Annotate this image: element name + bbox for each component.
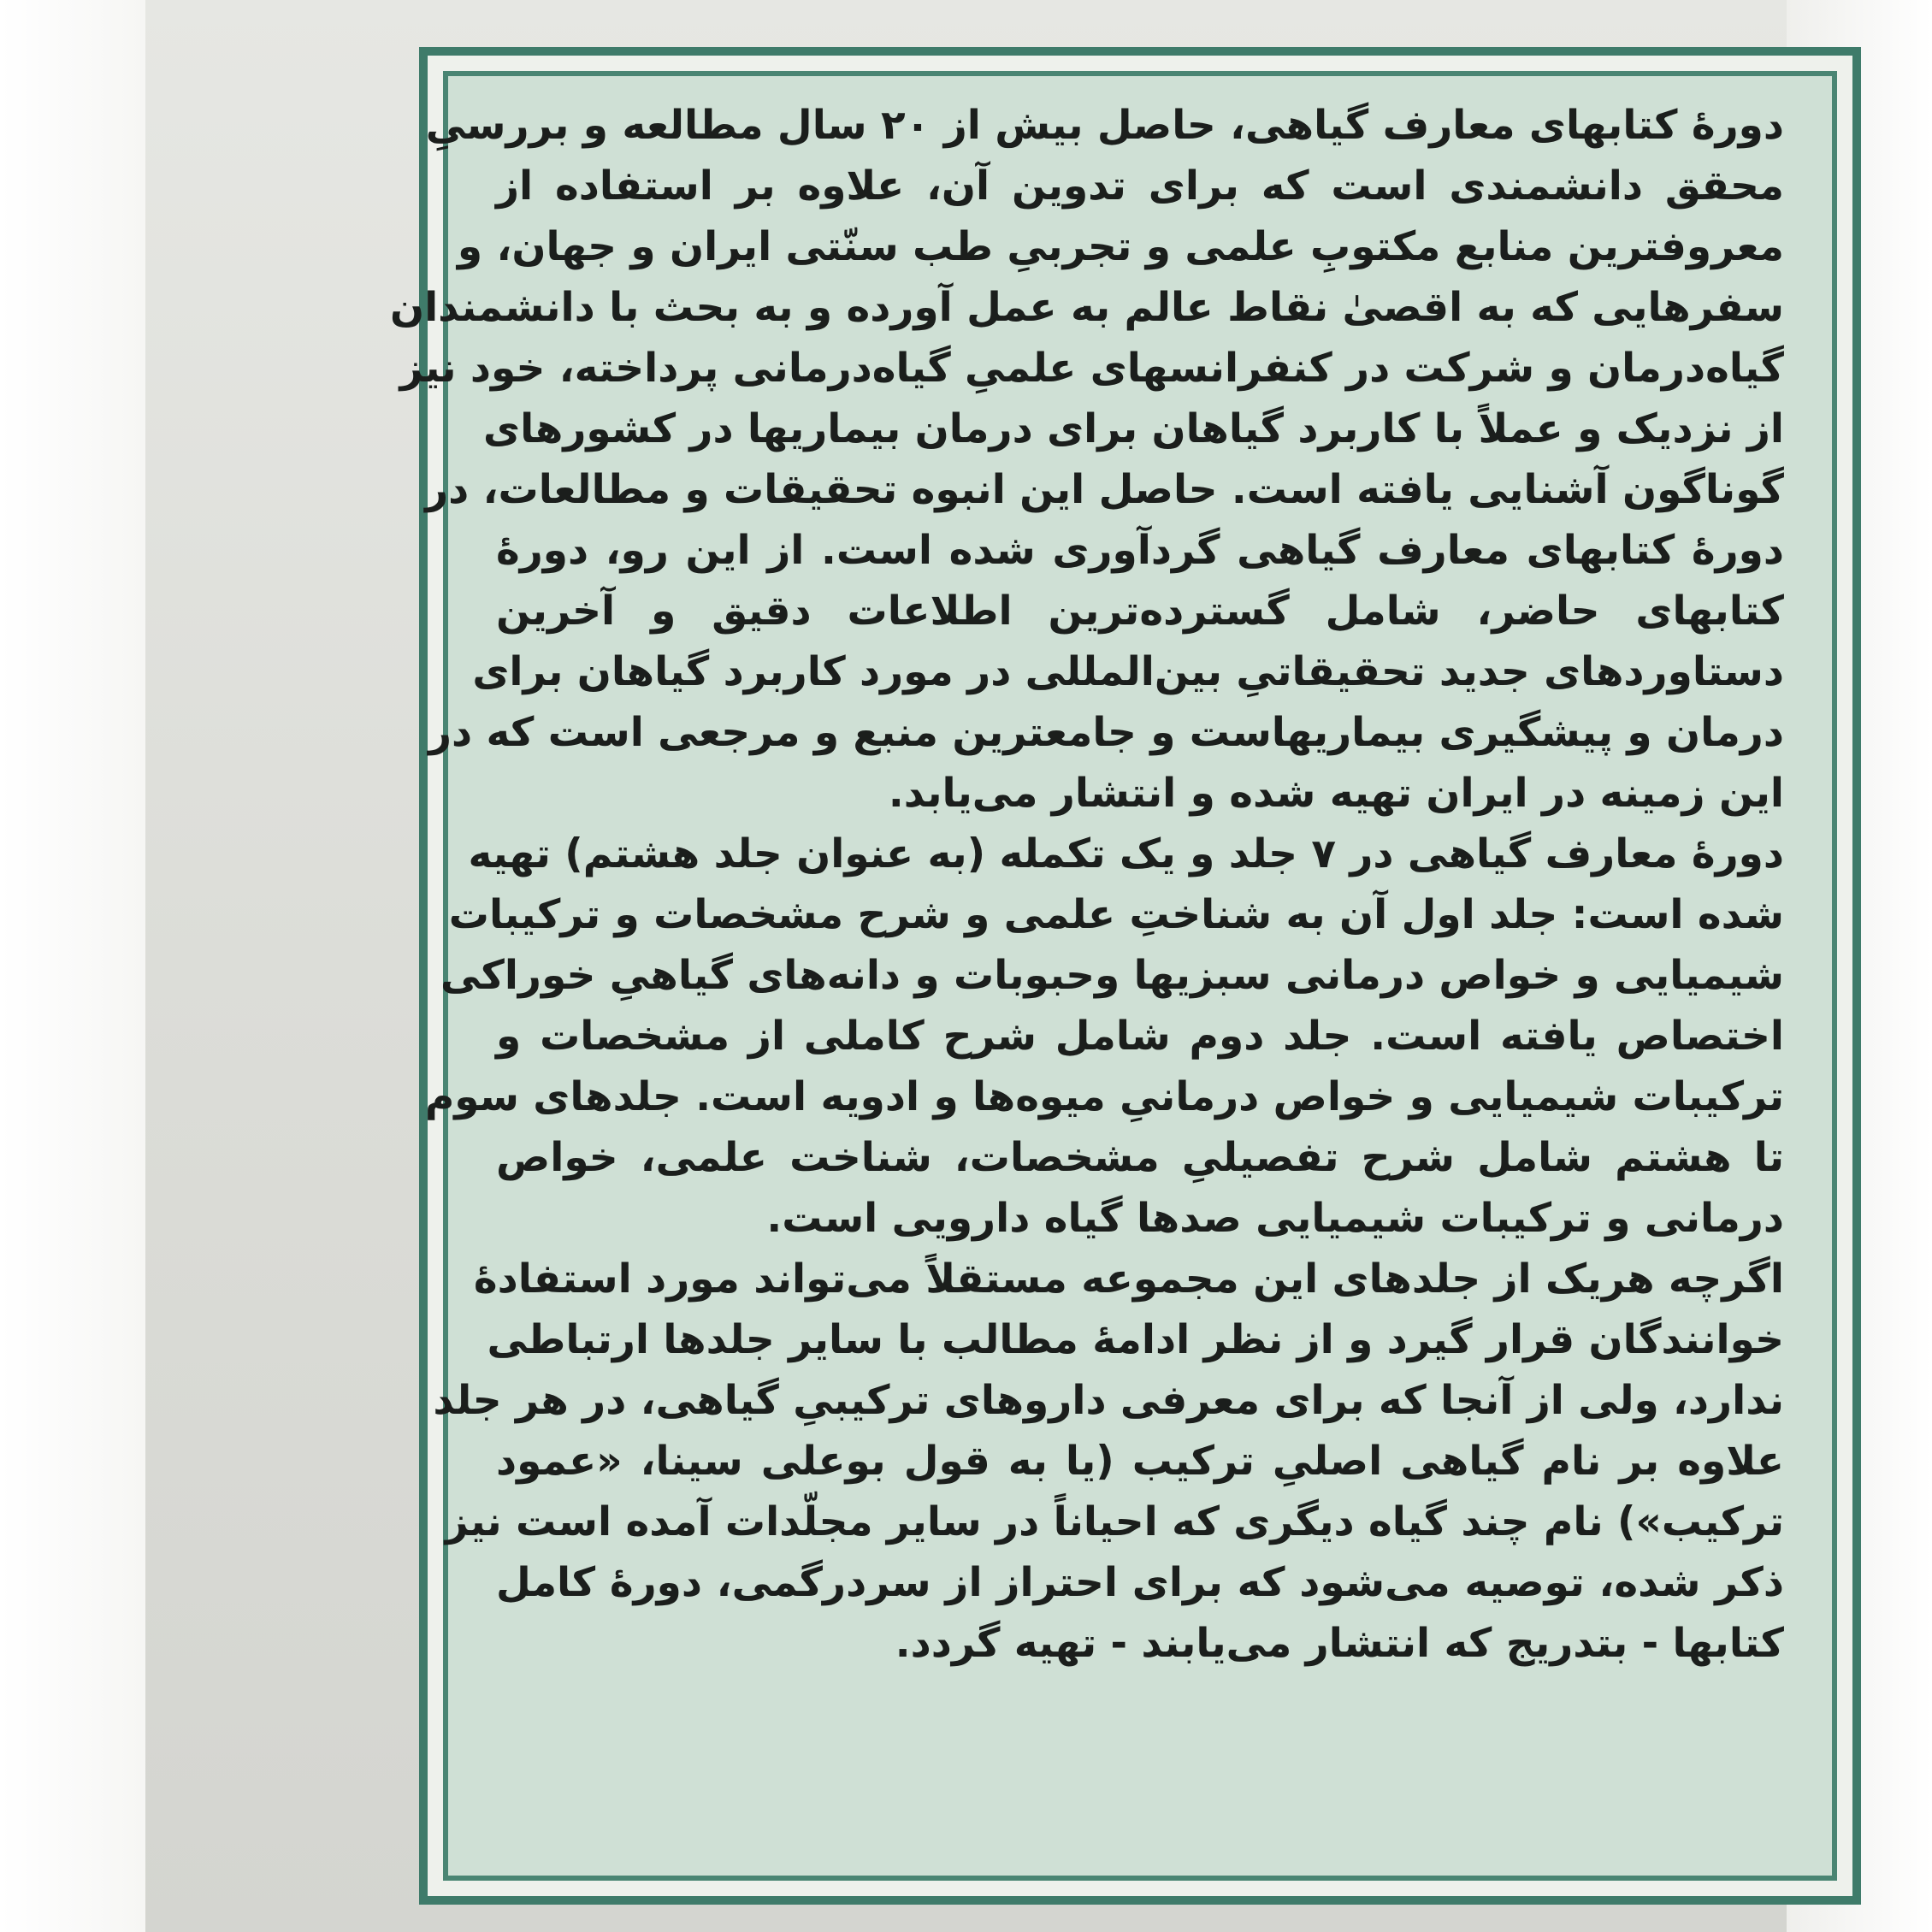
text-line: ترکیبات شیمیایی و خواص درمانیِ میوه‌ها و ادویه است. جلدهای سوم [424,1073,1784,1120]
text-line: تا هشتم شامل شرح تفصیلیِ مشخصات، شناخت علمی، خواص [496,1134,1784,1181]
text-line: علاوه بر نام گیاهی اصلیِ ترکیب (یا به قول بوعلی سینا، «عمود [496,1438,1784,1485]
text-line: گوناگون آشنایی یافته است. حاصل این انبوه تحقیقات و مطالعات، در [425,466,1784,513]
text-line: دورهٔ کتابهای معارف گیاهی، حاصل بیش از ۲۰ سال مطالعه و بررسیِ [425,102,1784,149]
text-line: این زمینه در ایران تهیه شده و انتشار می‌یابد. [888,770,1784,817]
photo-background-left [0,0,145,1932]
text-line: از نزدیک و عملاً با کاربرد گیاهان برای درمان بیماریها در کشورهای [483,405,1784,452]
book-page [145,0,1787,1932]
text-line: دورهٔ کتابهای معارف گیاهی گردآوری شده است. از این رو، دورهٔ [496,527,1784,574]
text-line: اختصاص یافته است. جلد دوم شامل شرح کاملی از مشخصات و [496,1013,1784,1060]
text-line: خوانندگان قرار گیرد و از نظر ادامهٔ مطالب با سایر جلدها ارتباطی [487,1316,1784,1363]
text-line: شده است: جلد اول آن به شناختِ علمی و شرح مشخصات و ترکیبات [448,891,1784,938]
text-line: کتابهای حاضر، شامل گسترده‌ترین اطلاعات دقیق و آخرین [496,588,1784,635]
text-line: شیمیایی و خواص درمانی سبزیها وحبوبات و دانه‌های گیاهیِ خوراکی [440,952,1784,999]
outer-border-frame [389,47,1861,1905]
text-line: کتابها - بتدریج که انتشار می‌یابند - تهیه گردد. [895,1620,1784,1667]
text-line: ندارد، ولی از آنجا که برای معرفی داروهای ترکیبیِ گیاهی، در هر جلد [433,1377,1784,1424]
text-line: محقق دانشمندی است که برای تدوین آن، علاوه بر استفاده از [496,162,1784,210]
inner-border-frame [389,71,1837,1881]
text-line: دورهٔ معارف گیاهی در ۷ جلد و یک تکمله (به عنوان جلد هشتم) تهیه [468,830,1784,877]
text-line: اگرچه هریک از جلدهای این مجموعه مستقلاً می‌تواند مورد استفادهٔ [473,1256,1784,1303]
body-text [389,95,1784,1841]
text-line: ذکر شده، توصیه می‌شود که برای احتراز از سردرگمی، دورهٔ کامل [496,1559,1784,1606]
text-line: دستاوردهای جدید تحقیقاتیِ بین‌المللی در مورد کاربرد گیاهان برای [472,648,1784,695]
text-line: درمانی و ترکیبات شیمیایی صدها گیاه دارویی است. [766,1195,1784,1242]
text-line: سفرهایی که به اقصیٰ نقاط عالم به عمل آورده و به بحث با دانشمندان [389,284,1784,331]
text-line: گیاه‌درمان و شرکت در کنفرانسهای علمیِ گیاه‌درمانی پرداخته، خود نیز [399,345,1784,392]
text-line: ترکیب») نام چند گیاه دیگری که احیاناً در سایر مجلّدات آمده است نیز [445,1498,1784,1545]
text-line: معروفترین منابع مکتوبِ علمی و تجربیِ طب سنّتی ایران و جهان، و [457,223,1784,270]
text-line: درمان و پیشگیری بیماریهاست و جامعترین منبع و مرجعی است که در [428,709,1784,756]
